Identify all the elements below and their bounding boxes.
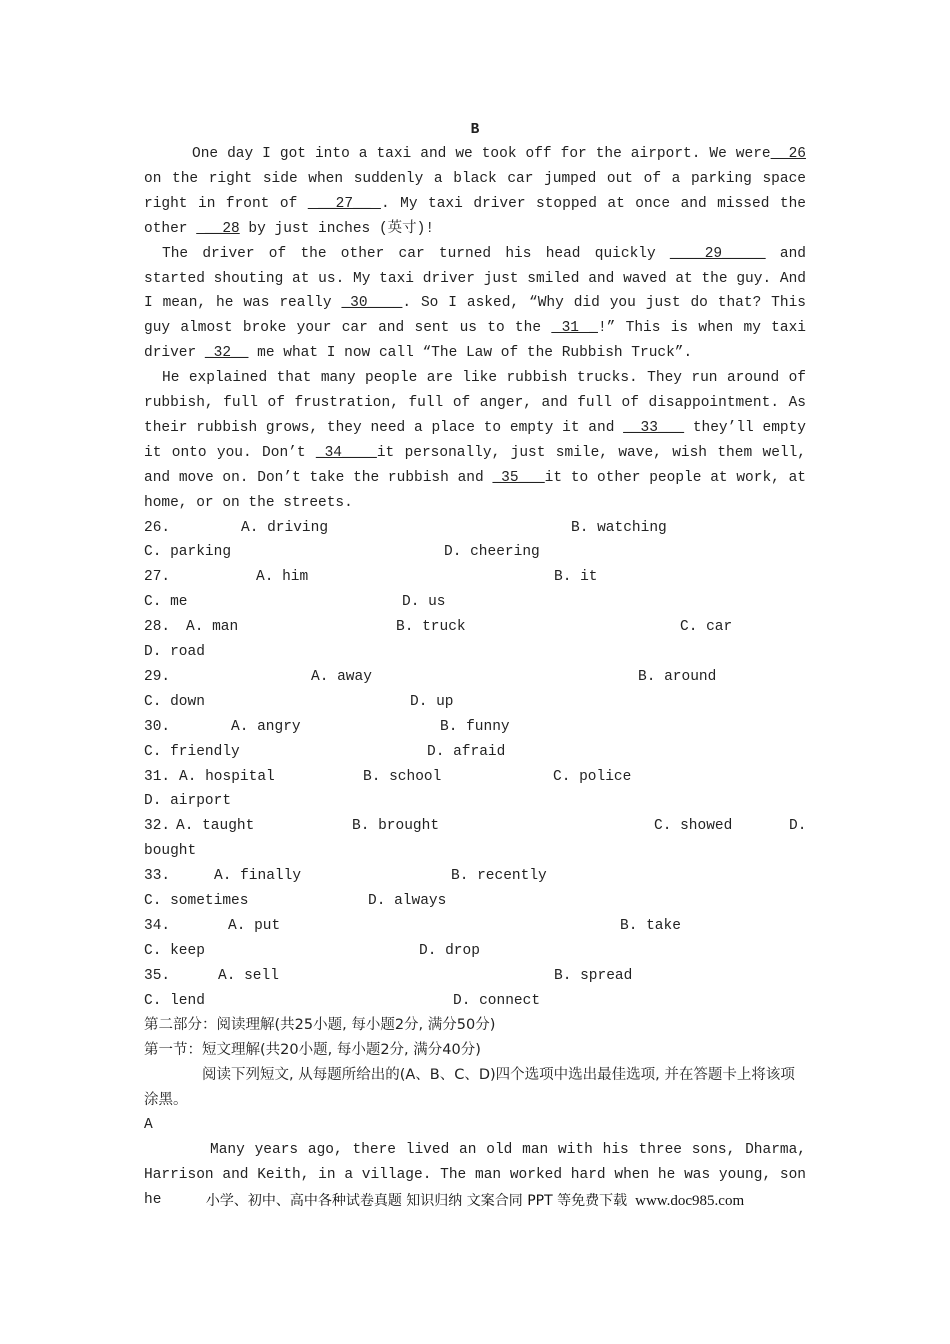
passage-a-text: Many years ago, there lived an old man with his three sons, Dharma, Harrison and Keith, in a village. The man worked hard when he was young, son he [144, 1141, 806, 1208]
blank-29: ____29_____ [669, 245, 766, 262]
part2-section1-heading: 第一节：短文理解(共20小题, 每小题2分, 满分40分) [144, 1042, 481, 1059]
document-page [144, 118, 806, 1213]
page-footer [0, 1190, 950, 1210]
option-a: A. him [256, 569, 309, 586]
cloze-paragraph-2: The driver of the other car turned his head quickly ____29_____ and started shouting at us. My taxi driver just smiled and waved at the guy. And I mean, he was really _30____. So I asked, “Why did you just do that? This guy almost broke your car and sent us to the 31 _!” This is when my taxi driver _32__ me what I now call “The Law of the Rubbish Truck”. [144, 245, 806, 362]
question-number: 33. [144, 868, 171, 885]
question-number: 29. [144, 668, 171, 685]
option-b: B. funny [440, 718, 510, 735]
part2-instructions: 阅读下列短文, 从每题所给出的(A、B、C、D)四个选项中选出最佳选项, 并在答题卡上将该项涂黑。 [144, 1067, 795, 1109]
section-heading-b: B [470, 122, 480, 138]
part2-heading: 第二部分：阅读理解(共25小题, 每小题2分, 满分50分) [144, 1017, 496, 1034]
question-33 [144, 864, 806, 889]
question-35-row-2 [144, 989, 806, 1014]
option-a: A. finally [214, 868, 302, 885]
option-a: A. hospital [179, 768, 275, 785]
option-c: C. lend [144, 992, 205, 1009]
option-b: B. it [554, 569, 598, 586]
option-c: C. friendly [144, 743, 240, 760]
blank-34: _34____ [315, 444, 377, 461]
option-b: B. recently [451, 868, 547, 885]
option-a: A. away [311, 668, 372, 685]
option-c: C. down [144, 693, 205, 710]
option-c: C. showed [654, 818, 733, 835]
option-d: D. connect [453, 992, 541, 1009]
option-d: D. us [402, 594, 446, 611]
option-c: C. police [553, 768, 632, 785]
option-d-text: bought [144, 843, 197, 860]
option-c: C. keep [144, 942, 205, 959]
question-31 [144, 765, 806, 790]
option-c: C. parking [144, 544, 232, 561]
blank-26: 26 [770, 146, 806, 162]
option-c: C. car [680, 619, 733, 636]
question-29-row-2 [144, 690, 806, 715]
option-d: D. afraid [427, 743, 506, 760]
question-28-row-2 [144, 640, 806, 665]
passage-a-label: A [144, 1117, 153, 1134]
question-34-row-2 [144, 939, 806, 964]
option-b: B. around [638, 668, 717, 685]
question-number: 28. [144, 619, 171, 636]
blank-35: _35___ [492, 469, 545, 486]
blank-30: _30____ [341, 295, 403, 312]
option-a: A. taught [176, 818, 255, 835]
blank-33: __33___ [623, 419, 685, 436]
blank-27: __27__ [307, 195, 381, 212]
option-a: A. man [186, 619, 239, 636]
option-a: A. put [228, 917, 281, 934]
option-c: C. sometimes [144, 892, 249, 909]
question-26-row-2 [144, 540, 806, 565]
question-27-row-2 [144, 590, 806, 615]
question-30 [144, 715, 806, 740]
option-b: B. take [620, 917, 681, 934]
question-33-row-2 [144, 889, 806, 914]
footer-text: 小学、初中、高中各种试卷真题 知识归纳 文案合同 PPT 等免费下载 [205, 1193, 628, 1209]
footer-url[interactable]: www.doc985.com [635, 1193, 745, 1209]
question-number: 34. [144, 917, 171, 934]
blank-31: 31 _ [551, 320, 598, 337]
option-d: D. road [144, 644, 205, 661]
option-d: D. [789, 818, 807, 835]
cloze-paragraph-1: One day I got into a taxi and we took off for the airport. We were 26 on the right side when suddenly a black car jumped out of a parking space right in front of __27__ . My taxi driver stopped at once and missed the other __28 by just inches (英寸)! [144, 146, 806, 237]
option-b: B. spread [554, 967, 633, 984]
option-d: D. always [368, 892, 447, 909]
question-number: 26. [144, 519, 171, 536]
question-30-row-2 [144, 740, 806, 765]
question-31-row-2 [144, 789, 806, 814]
option-b: B. truck [396, 619, 466, 636]
question-number: 32. [144, 818, 171, 835]
question-32-row-2 [144, 839, 806, 864]
blank-32: _32__ [204, 345, 249, 362]
question-number: 31. [144, 768, 171, 785]
option-b: B. school [363, 768, 442, 785]
question-26 [144, 516, 806, 541]
question-35 [144, 964, 806, 989]
question-34 [144, 914, 806, 939]
option-d: D. drop [419, 942, 480, 959]
question-27 [144, 565, 806, 590]
question-28 [144, 615, 806, 640]
blank-28: __28 [196, 220, 240, 237]
option-d: D. airport [144, 793, 232, 810]
question-32 [144, 814, 806, 839]
option-a: A. driving [241, 519, 329, 536]
option-d: D. up [410, 693, 454, 710]
question-29 [144, 665, 806, 690]
option-c: C. me [144, 594, 188, 611]
question-number: 35. [144, 967, 171, 984]
cloze-paragraph-3: He explained that many people are like rubbish trucks. They run around of rubbish, full of frustration, full of anger, and full of disappointment. As their rubbish grows, they need a place to empty it and __33___ they’ll empty it onto you. Don’t _34____it personally, just smile, wave, wish them well, and move on. Don’t take the rubbish and _35___it to other people at work, at home, or on the streets. [144, 370, 807, 511]
option-a: A. sell [218, 967, 279, 984]
option-d: D. cheering [444, 544, 540, 561]
option-b: B. brought [352, 818, 440, 835]
question-number: 30. [144, 718, 171, 735]
option-b: B. watching [571, 519, 667, 536]
option-a: A. angry [231, 718, 301, 735]
question-number: 27. [144, 569, 171, 586]
